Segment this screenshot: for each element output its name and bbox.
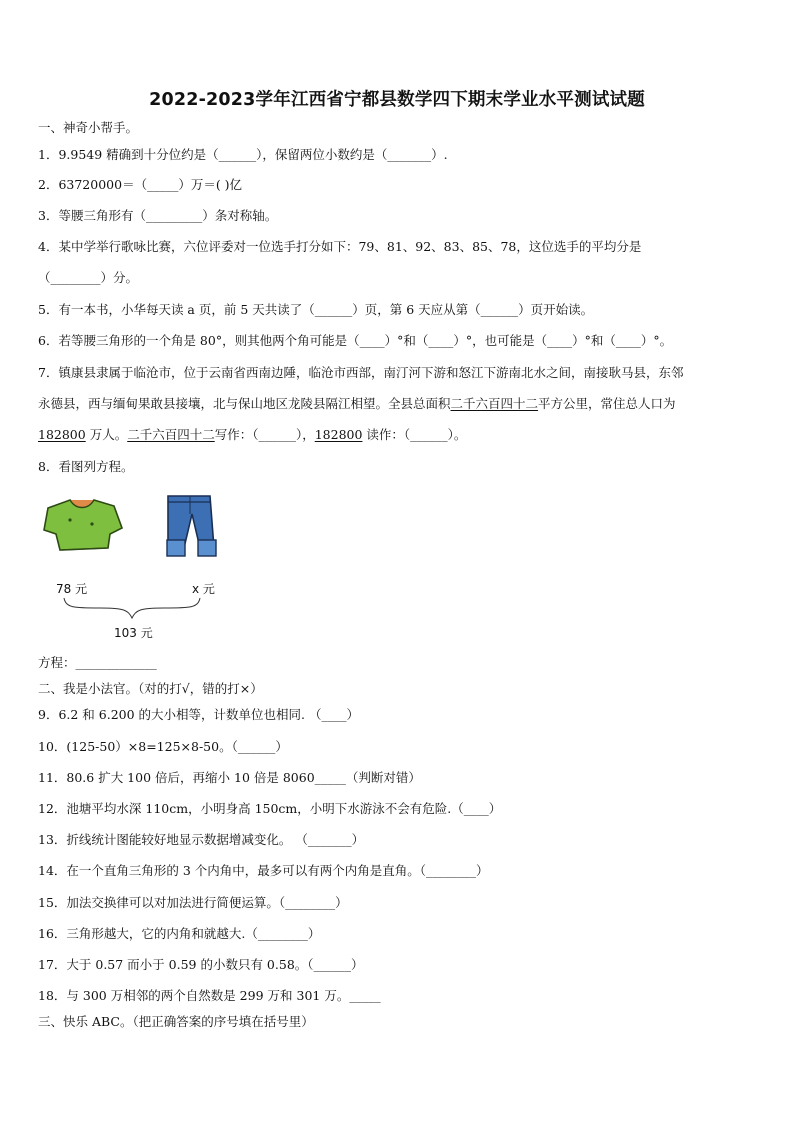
question-10: 10．(125-50）×8=125×8-50。（______） xyxy=(38,739,288,754)
question-12: 12．池塘平均水深 110cm，小明身高 150cm，小明下水游泳不会有危险.（____） xyxy=(38,801,502,816)
question-2: 2．63720000＝（_____）万＝( )亿 xyxy=(38,177,243,192)
q7-text-c: 万人。 xyxy=(85,427,128,442)
question-8: 8．看图列方程。 xyxy=(38,459,134,474)
question-14: 14．在一个直角三角形的 3 个内角中，最多可以有两个内角是直角。（________） xyxy=(38,863,489,878)
tshirt-picture xyxy=(44,500,122,550)
q7-text-b: 平方公里，常住总人口为 xyxy=(538,396,676,411)
question-6: 6．若等腰三角形的一个角是 80°，则其他两个角可能是（____）°和（____）°，也可能是（____）°和（____）°。 xyxy=(38,333,673,348)
q7-area-underlined-2: 二千六百四十二 xyxy=(127,427,215,442)
tshirt-price-label: 78 元 xyxy=(56,582,88,596)
section-2-heading: 二、我是小法官。（对的打√，错的打×） xyxy=(38,681,263,696)
question-1: 1．9.9549 精确到十分位约是（______），保留两位小数约是（_______）. xyxy=(38,147,448,162)
q7-text-d: 写作：（______）， xyxy=(214,427,315,442)
total-brace xyxy=(64,598,200,618)
question-7-line-1: 7．镇康县隶属于临沧市，位于云南省西南边陲，临沧市西部，南汀河下游和怒江下游南北水之间，南接耿马县，东邻 xyxy=(38,365,684,380)
question-7-line-2 xyxy=(38,396,676,412)
question-5: 5．有一本书，小华每天读 a 页，前 5 天共读了（______）页，第 6 天应从第（______）页开始读。 xyxy=(38,302,594,317)
question-7-line-3 xyxy=(38,427,466,443)
question-16: 16．三角形越大，它的内角和就越大.（________） xyxy=(38,926,321,941)
question-9: 9．6.2 和 6.200 的大小相等，计数单位也相同. （____） xyxy=(38,707,359,722)
question-8-equation: 方程：_____________ xyxy=(38,655,157,670)
question-3: 3．等腰三角形有（_________）条对称轴。 xyxy=(38,208,278,223)
question-4-line-1: 4．某中学举行歌咏比赛，六位评委对一位选手打分如下：79、81、92、83、85、78，这位选手的平均分是 xyxy=(38,239,642,254)
section-1-heading: 一、神奇小帮手。 xyxy=(38,120,139,135)
page-title: 2022-2023学年江西省宁都县数学四下期末学业水平测试试题 xyxy=(149,90,645,110)
equation-figure xyxy=(40,490,240,650)
question-15: 15．加法交换律可以对加法进行简便运算。（________） xyxy=(38,895,348,910)
jeans-price-label: x 元 xyxy=(192,582,215,596)
q7-population-underlined-2: 182800 xyxy=(314,427,363,442)
question-4-line-2: （________）分。 xyxy=(38,270,139,285)
q7-text-a: 永德县，西与缅甸果敢县接壤，北与保山地区龙陵县隔江相望。全县总面积 xyxy=(38,396,451,411)
total-price-label: 103 元 xyxy=(114,626,153,640)
question-18: 18．与 300 万相邻的两个自然数是 299 万和 301 万。_____ xyxy=(38,988,381,1003)
section-3-heading: 三、快乐 ABC。（把正确答案的序号填在括号里） xyxy=(38,1014,314,1029)
question-13: 13．折线统计图能较好地显示数据增减变化。 （_______） xyxy=(38,832,365,847)
question-17: 17．大于 0.57 而小于 0.59 的小数只有 0.58。（______） xyxy=(38,957,364,972)
q7-population-underlined: 182800 xyxy=(38,427,86,442)
q7-text-e: 读作：（______）。 xyxy=(362,427,467,442)
question-11: 11．80.6 扩大 100 倍后，再缩小 10 倍是 8060_____（判断对错） xyxy=(38,770,421,785)
q7-area-underlined: 二千六百四十二 xyxy=(450,396,539,411)
jeans-picture xyxy=(167,496,216,556)
